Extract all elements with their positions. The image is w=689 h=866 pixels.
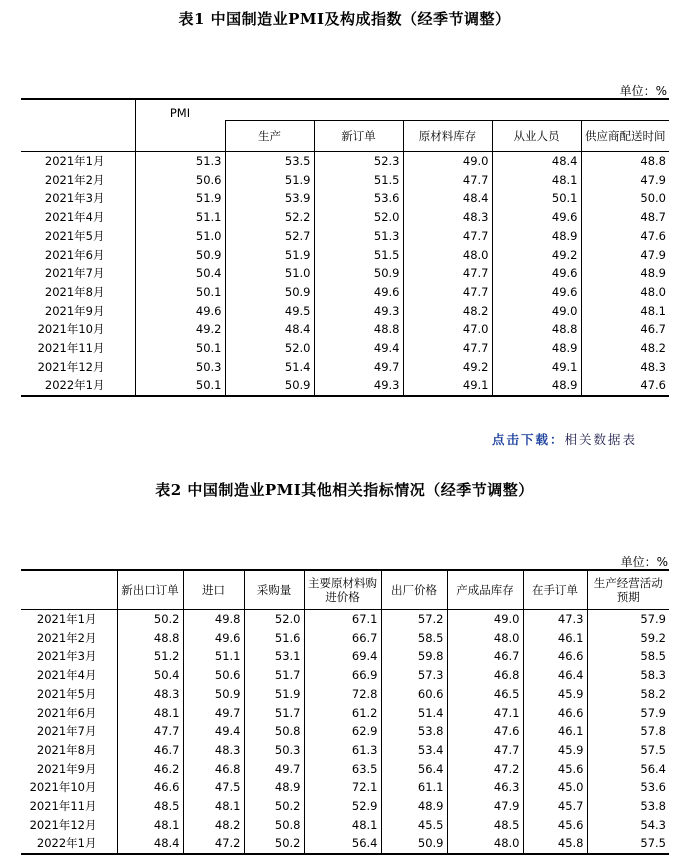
- table1-cell: 51.9: [225, 171, 314, 190]
- table2-cell: 50.2: [117, 610, 183, 629]
- table1-cell: 50.9: [225, 283, 314, 302]
- table1-cell: 49.7: [314, 358, 403, 377]
- table2-cell: 47.2: [183, 834, 244, 854]
- table2-cell: 50.8: [244, 722, 304, 741]
- table2-column-header: 在手订单: [523, 570, 587, 610]
- table2-cell: 67.1: [304, 610, 381, 629]
- table1-column-header: 生产: [225, 121, 314, 152]
- table1-cell: 48.3: [403, 208, 492, 227]
- table2-cell: 57.5: [587, 741, 669, 760]
- table1-cell: 49.6: [135, 302, 225, 321]
- table2-cell: 58.5: [587, 647, 669, 666]
- table2-cell: 60.6: [381, 685, 447, 704]
- table1-cell: 50.1: [135, 283, 225, 302]
- table1-cell: 48.2: [581, 339, 669, 358]
- table2-cell: 48.8: [117, 629, 183, 648]
- table1-row: [21, 246, 669, 265]
- table2-row: [21, 760, 669, 779]
- table2-cell: 61.2: [304, 704, 381, 723]
- table2-row-label: 2021年2月: [36, 630, 97, 645]
- table2-row: [21, 741, 669, 760]
- table1-cell: 47.7: [403, 283, 492, 302]
- table2-cell: 47.7: [117, 722, 183, 741]
- table1-cell: 52.0: [225, 339, 314, 358]
- table1-column-header: 新订单: [314, 121, 403, 152]
- table2-row: [21, 647, 669, 666]
- table2-cell: 46.1: [523, 629, 587, 648]
- table2-title: 表2 中国制造业PMI其他相关指标情况（经季节调整）: [155, 481, 534, 499]
- table1-row-label: 2021年12月: [37, 359, 105, 374]
- table1-pmi-header: PMI: [135, 99, 225, 152]
- table1-cell: 49.3: [314, 376, 403, 396]
- table2-cell: 46.7: [117, 741, 183, 760]
- table1-cell: 51.4: [225, 358, 314, 377]
- table1-cell: 51.3: [135, 152, 225, 171]
- table2-cell: 66.9: [304, 666, 381, 685]
- table1-cell: 47.9: [581, 246, 669, 265]
- table1-column-header: 原材料库存: [403, 121, 492, 152]
- table2-cell: 46.8: [183, 760, 244, 779]
- table1-cell: 48.9: [492, 339, 581, 358]
- table1-title: 表1 中国制造业PMI及构成指数（经季节调整）: [178, 10, 511, 28]
- table1-cell: 50.1: [135, 339, 225, 358]
- table2-row: [21, 834, 669, 854]
- table2-cell: 59.2: [587, 629, 669, 648]
- table2-row: [21, 629, 669, 648]
- table1-cell: 47.7: [403, 227, 492, 246]
- table2-cell: 50.2: [244, 797, 304, 816]
- table1-cell: 46.7: [581, 320, 669, 339]
- table1-cell: 50.0: [581, 189, 669, 208]
- table1-row: [21, 152, 669, 171]
- table2-cell: 48.2: [183, 816, 244, 835]
- table1-row-label: 2021年9月: [44, 303, 105, 318]
- table1-cell: 50.3: [135, 358, 225, 377]
- table2-row-label: 2021年3月: [36, 649, 97, 664]
- table2-cell: 49.0: [447, 610, 523, 629]
- table1-row-label: 2021年2月: [44, 172, 105, 187]
- table1-cell: 47.7: [403, 264, 492, 283]
- table1-cell: 48.4: [492, 152, 581, 171]
- table1-cell: 49.3: [314, 302, 403, 321]
- table1-row-label: 2021年5月: [44, 228, 105, 243]
- table2-cell: 51.7: [244, 704, 304, 723]
- table2-cell: 45.0: [523, 778, 587, 797]
- table1-cell: 48.8: [492, 320, 581, 339]
- table1-cell: 47.7: [403, 339, 492, 358]
- table1-row: [21, 227, 669, 246]
- table2-cell: 47.3: [523, 610, 587, 629]
- table1-cell: 53.5: [225, 152, 314, 171]
- table1-cell: 48.4: [403, 189, 492, 208]
- table1-row: [21, 358, 669, 377]
- table2-row: [21, 797, 669, 816]
- table2-cell: 47.7: [447, 741, 523, 760]
- table1-cell: 52.7: [225, 227, 314, 246]
- table2-cell: 45.8: [523, 834, 587, 854]
- table1-row-header-blank: [21, 121, 135, 152]
- download-link-line[interactable]: [492, 430, 637, 448]
- table2-cell: 59.8: [381, 647, 447, 666]
- table2-cell: 56.4: [587, 760, 669, 779]
- table2-cell: 53.1: [244, 647, 304, 666]
- table2-cell: 46.6: [117, 778, 183, 797]
- table2-cell: 46.5: [447, 685, 523, 704]
- table1-row: [21, 339, 669, 358]
- table2-row-label: 2021年9月: [36, 761, 97, 776]
- table1-cell: 50.4: [135, 264, 225, 283]
- table2-cell: 50.3: [244, 741, 304, 760]
- table1-row-label: 2021年8月: [44, 284, 105, 299]
- table1-cell: 51.5: [314, 246, 403, 265]
- table2-row-label: 2021年8月: [36, 742, 97, 757]
- table2-cell: 50.8: [244, 816, 304, 835]
- table2-cell: 47.6: [447, 722, 523, 741]
- table2-cell: 46.2: [117, 760, 183, 779]
- table2-cell: 48.9: [244, 778, 304, 797]
- table2-cell: 51.7: [244, 666, 304, 685]
- table2-cell: 48.1: [304, 816, 381, 835]
- table1-cell: 49.6: [492, 283, 581, 302]
- table1-row-label: 2021年3月: [44, 191, 105, 206]
- table1-cell: 52.3: [314, 152, 403, 171]
- table2-cell: 48.0: [447, 834, 523, 854]
- table2-unit: 单位：%: [620, 555, 668, 569]
- table1-cell: 47.9: [581, 171, 669, 190]
- table2-cell: 61.1: [381, 778, 447, 797]
- table2-column-header: 出厂价格: [381, 570, 447, 610]
- table2-cell: 49.4: [183, 722, 244, 741]
- table2-cell: 50.4: [117, 666, 183, 685]
- table2-cell: 47.2: [447, 760, 523, 779]
- table2-row-label: 2021年1月: [36, 612, 97, 626]
- table2-column-header: 产成品库存: [447, 570, 523, 610]
- table2: [21, 569, 669, 855]
- table2-cell: 48.5: [117, 797, 183, 816]
- table1-cell: 48.9: [492, 227, 581, 246]
- table1-cell: 49.6: [314, 283, 403, 302]
- table1-row: [21, 320, 669, 339]
- table2-cell: 51.4: [381, 704, 447, 723]
- table2-cell: 48.1: [183, 797, 244, 816]
- table1-cell: 49.0: [492, 302, 581, 321]
- table2-cell: 49.7: [244, 760, 304, 779]
- table2-cell: 45.6: [523, 760, 587, 779]
- table2-row-label: 2021年5月: [36, 686, 97, 701]
- table1-row: [21, 302, 669, 321]
- table2-column-header: 进口: [183, 570, 244, 610]
- table2-row: [21, 816, 669, 835]
- table2-cell: 49.6: [183, 629, 244, 648]
- table1-cell: 49.2: [135, 320, 225, 339]
- table2-column-header: 生产经营活动预期: [587, 570, 669, 610]
- table1-cell: 48.0: [403, 246, 492, 265]
- table2-cell: 53.6: [587, 778, 669, 797]
- table1-cell: 48.3: [581, 358, 669, 377]
- table1-cell: 50.9: [314, 264, 403, 283]
- table2-cell: 46.6: [523, 647, 587, 666]
- table1-cell: 48.1: [581, 302, 669, 321]
- table2-cell: 45.7: [523, 797, 587, 816]
- table2-cell: 62.9: [304, 722, 381, 741]
- table1-cell: 48.1: [492, 171, 581, 190]
- table1-row: [21, 376, 669, 396]
- table2-cell: 45.6: [523, 816, 587, 835]
- table2-cell: 48.3: [183, 741, 244, 760]
- table2-cell: 53.8: [587, 797, 669, 816]
- table2-cell: 54.3: [587, 816, 669, 835]
- table1-cell: 48.4: [225, 320, 314, 339]
- table1-cell: 51.9: [135, 189, 225, 208]
- table2-cell: 57.3: [381, 666, 447, 685]
- table2-cell: 57.8: [587, 722, 669, 741]
- table1-cell: 49.1: [492, 358, 581, 377]
- table1-row: [21, 264, 669, 283]
- table2-cell: 46.1: [523, 722, 587, 741]
- table1-row-label: 2021年10月: [37, 322, 105, 337]
- table1-cell: 53.6: [314, 189, 403, 208]
- download-link[interactable]: 点击下载：: [491, 432, 565, 447]
- table2-cell: 46.3: [447, 778, 523, 797]
- table2-row: [21, 722, 669, 741]
- table2-cell: 63.5: [304, 760, 381, 779]
- table2-cell: 48.3: [117, 685, 183, 704]
- table2-cell: 53.4: [381, 741, 447, 760]
- table1-cell: 49.6: [492, 208, 581, 227]
- table1-cell: 48.8: [314, 320, 403, 339]
- table2-cell: 58.3: [587, 666, 669, 685]
- table2-cell: 46.4: [523, 666, 587, 685]
- table2-cell: 46.7: [447, 647, 523, 666]
- table1-cell: 49.2: [492, 246, 581, 265]
- table2-cell: 61.3: [304, 741, 381, 760]
- table1-cell: 52.2: [225, 208, 314, 227]
- table1-row: [21, 171, 669, 190]
- table2-cell: 58.2: [587, 685, 669, 704]
- table2-row: [21, 610, 669, 629]
- table1-row-label: 2022年1月: [44, 378, 105, 393]
- table1-cell: 53.9: [225, 189, 314, 208]
- table2-cell: 57.5: [587, 834, 669, 854]
- table2-row-label: 2021年6月: [36, 705, 97, 720]
- table2-row: [21, 704, 669, 723]
- table2-cell: 47.5: [183, 778, 244, 797]
- table2-row-label: 2021年4月: [36, 668, 97, 683]
- table1-row: [21, 189, 669, 208]
- table2-cell: 51.1: [183, 647, 244, 666]
- table1-cell: 47.0: [403, 320, 492, 339]
- table2-cell: 48.1: [117, 816, 183, 835]
- table2-cell: 46.8: [447, 666, 523, 685]
- table2-cell: 48.1: [117, 704, 183, 723]
- table1-row-label: 2021年7月: [44, 266, 105, 281]
- table1-cell: 50.6: [135, 171, 225, 190]
- table2-cell: 69.4: [304, 647, 381, 666]
- table2-cell: 47.1: [447, 704, 523, 723]
- table2-cell: 45.5: [381, 816, 447, 835]
- table2-cell: 50.9: [381, 834, 447, 854]
- table1-unit: 单位：%: [619, 84, 667, 98]
- table2-row-header-blank: [21, 570, 117, 610]
- table2-cell: 52.0: [244, 610, 304, 629]
- table2-row: [21, 778, 669, 797]
- table2-cell: 48.9: [381, 797, 447, 816]
- table1-cell: 48.9: [492, 376, 581, 396]
- table2-cell: 48.0: [447, 629, 523, 648]
- table1-row-label: 2021年11月: [37, 341, 105, 356]
- table2-cell: 45.9: [523, 741, 587, 760]
- table2-column-header: 采购量: [244, 570, 304, 610]
- table1-row: [21, 283, 669, 302]
- table2-cell: 52.9: [304, 797, 381, 816]
- table2-cell: 50.2: [244, 834, 304, 854]
- table2-column-header: 新出口订单: [117, 570, 183, 610]
- table1-cell: 47.6: [581, 376, 669, 396]
- table1-cell: 50.9: [135, 246, 225, 265]
- table2-cell: 48.4: [117, 834, 183, 854]
- table2-cell: 48.5: [447, 816, 523, 835]
- table2-row: [21, 666, 669, 685]
- table1-row-label: 2021年1月: [21, 152, 135, 171]
- table1-cell: 47.7: [403, 171, 492, 190]
- table1-cell: 51.5: [314, 171, 403, 190]
- table1-cell: 49.1: [403, 376, 492, 396]
- table1-cell: 52.0: [314, 208, 403, 227]
- table1-cell: 49.4: [314, 339, 403, 358]
- table1-cell: 49.5: [225, 302, 314, 321]
- table1-cell: 48.7: [581, 208, 669, 227]
- table2-cell: 57.9: [587, 610, 669, 629]
- table1-cell: 51.9: [225, 246, 314, 265]
- table2-cell: 56.4: [304, 834, 381, 854]
- download-target[interactable]: 相关数据表: [564, 432, 637, 447]
- table2-row-label: 2021年10月: [29, 780, 97, 795]
- table1-cell: 48.8: [581, 152, 669, 171]
- table1-row-label: 2021年4月: [44, 210, 105, 225]
- table2-cell: 58.5: [381, 629, 447, 648]
- table2-cell: 51.6: [244, 629, 304, 648]
- table2-row-label: 2021年11月: [29, 799, 97, 814]
- table1-cell: 50.1: [492, 189, 581, 208]
- table2-cell: 57.9: [587, 704, 669, 723]
- table1-cell: 49.0: [403, 152, 492, 171]
- table2-cell: 72.1: [304, 778, 381, 797]
- table1-corner-cell: [21, 99, 135, 121]
- table2-row-label: 2022年1月: [36, 836, 97, 851]
- table2-cell: 51.9: [244, 685, 304, 704]
- table1-cell: 50.1: [135, 376, 225, 396]
- table2-cell: 46.6: [523, 704, 587, 723]
- table1-cell: 51.0: [135, 227, 225, 246]
- table1-cell: 48.2: [403, 302, 492, 321]
- table1-cell: 48.9: [581, 264, 669, 283]
- table2-column-header: 主要原材料购进价格: [304, 570, 381, 610]
- table1: [21, 98, 669, 397]
- table2-cell: 49.8: [183, 610, 244, 629]
- table2-row-label: 2021年12月: [29, 817, 97, 832]
- table1-cell: 50.9: [225, 376, 314, 396]
- table1-cell: 51.1: [135, 208, 225, 227]
- table1-header-spacer: [225, 99, 669, 121]
- table1-cell: 51.3: [314, 227, 403, 246]
- table2-cell: 51.2: [117, 647, 183, 666]
- table2-cell: 57.2: [381, 610, 447, 629]
- table2-cell: 49.7: [183, 704, 244, 723]
- table1-cell: 47.6: [581, 227, 669, 246]
- table1-cell: 48.0: [581, 283, 669, 302]
- table2-cell: 50.6: [183, 666, 244, 685]
- table1-column-header: 从业人员: [492, 121, 581, 152]
- table1-row: [21, 208, 669, 227]
- table2-cell: 47.9: [447, 797, 523, 816]
- table1-cell: 49.6: [492, 264, 581, 283]
- table2-cell: 56.4: [381, 760, 447, 779]
- table1-cell: 51.0: [225, 264, 314, 283]
- table2-cell: 66.7: [304, 629, 381, 648]
- table1-column-header: 供应商配送时间: [581, 121, 669, 152]
- table2-row-label: 2021年7月: [36, 724, 97, 739]
- table1-cell: 49.2: [403, 358, 492, 377]
- table2-row: [21, 685, 669, 704]
- table1-row-label: 2021年6月: [44, 247, 105, 262]
- table2-cell: 45.9: [523, 685, 587, 704]
- table2-cell: 53.8: [381, 722, 447, 741]
- table2-cell: 72.8: [304, 685, 381, 704]
- table2-cell: 50.9: [183, 685, 244, 704]
